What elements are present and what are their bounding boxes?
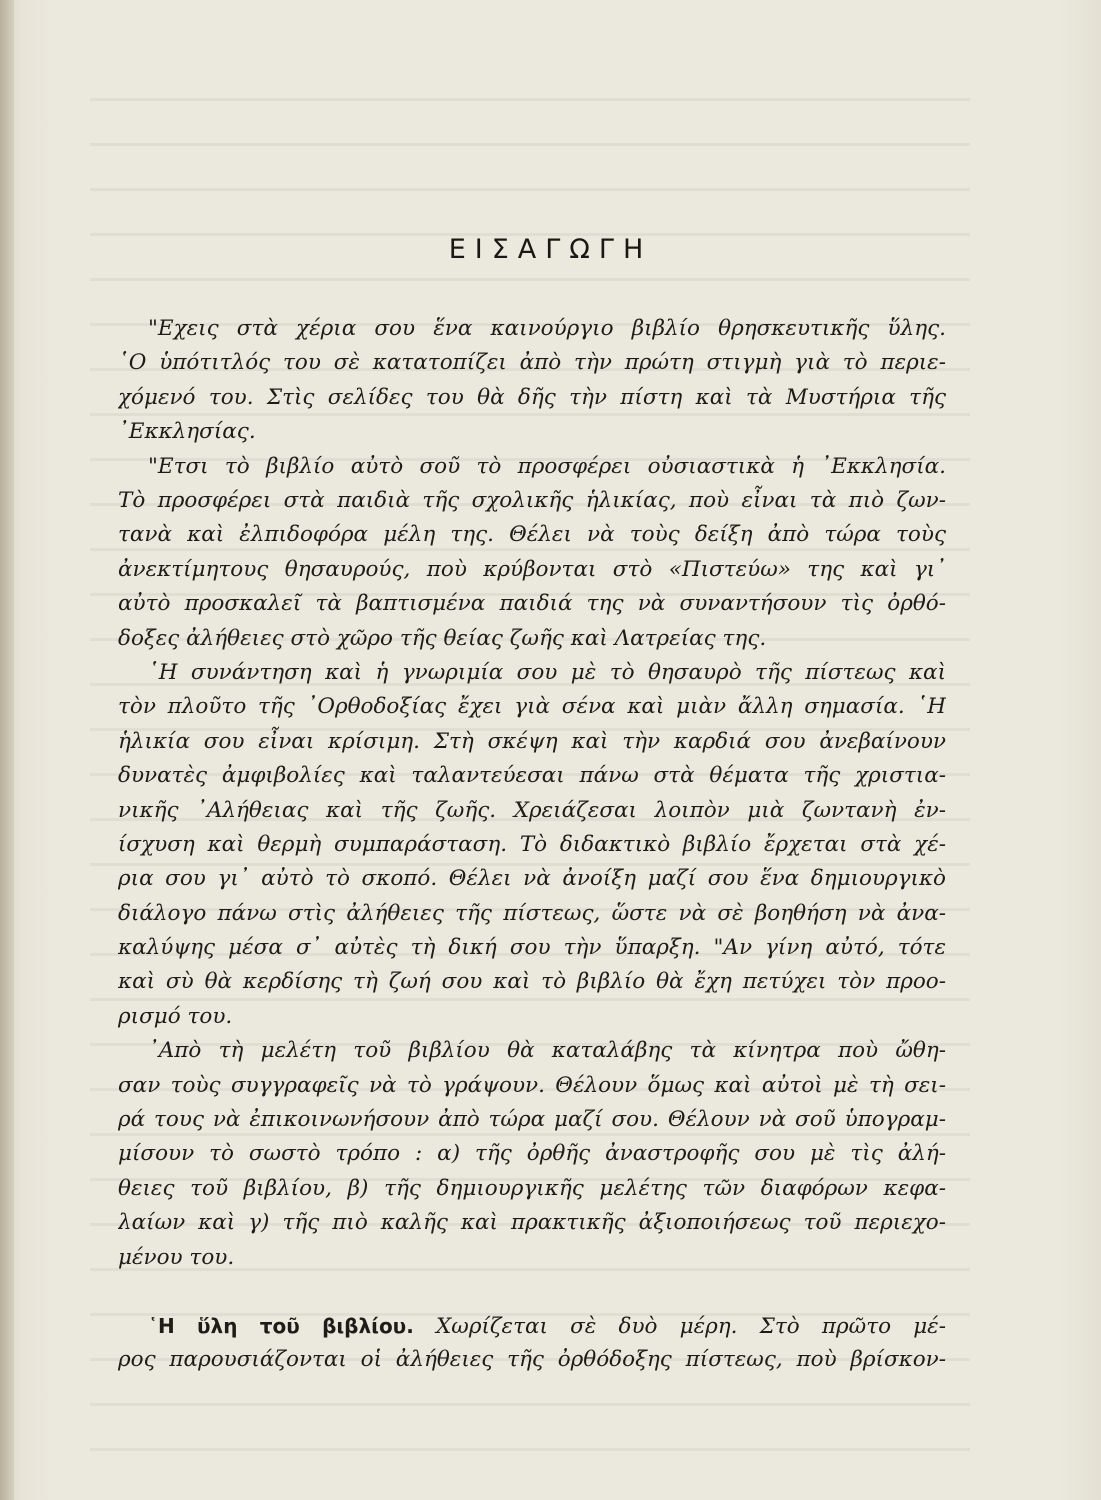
section-heading-line bbox=[118, 1309, 946, 1343]
text-line: "Ετσι τὸ βιβλίο αὐτὸ σοῦ τὸ προσφέρει οὐσιαστικὰ ἡ ᾿Εκκλησία. bbox=[148, 453, 946, 479]
text-line: θειες τοῦ βιβλίου, β) τῆς δημιουργικῆς μελέτης τῶν διαφόρων κεφα- bbox=[118, 1175, 946, 1201]
text-line: Τὸ προσφέρει στὰ παιδιὰ τῆς σχολικῆς ἡλικίας, ποὺ εἶναι τὰ πιὸ ζων- bbox=[118, 487, 946, 513]
text-line: δοξες ἀλήθειες στὸ χῶρο τῆς θείας ζωῆς καὶ Λατρείας της. bbox=[118, 625, 767, 651]
text-line: τανὰ καὶ ἐλπιδοφόρα μέλη της. Θέλει νὰ τοὺς δείξη ἀπὸ τώρα τοὺς bbox=[118, 522, 946, 548]
text-line: χόμενό του. Στὶς σελίδες του θὰ δῆς τὴν πίστη καὶ τὰ Μυστήρια τῆς bbox=[118, 384, 946, 410]
section-lead-continuation: Χωρίζεται σὲ δυὸ μέρη. Στὸ πρῶτο μέ- bbox=[435, 1314, 946, 1339]
section-lead: ῾Η ὕλη τοῦ βιβλίου. bbox=[148, 1314, 414, 1338]
text-line: ἀνεκτίμητους θησαυρούς, ποὺ κρύβονται στὸ «Πιστεύω» της καὶ γι᾿ bbox=[118, 556, 946, 582]
book-spine-shadow bbox=[0, 0, 14, 1500]
page-title: ΕΙΣΑΓΩΓΗ bbox=[448, 234, 653, 265]
text-line: ρά τους νὰ ἐπικοινωνήσουν ἀπὸ τώρα μαζί σου. Θέλουν νὰ σοῦ ὑπογραμ- bbox=[118, 1107, 946, 1133]
text-line: διάλογο πάνω στὶς ἀλήθειες τῆς πίστεως, ὥστε νὰ σὲ βοηθήση νὰ ἀνα- bbox=[118, 900, 946, 926]
text-line: ᾿Απὸ τὴ μελέτη τοῦ βιβλίου θὰ καταλάβης τὰ κίνητρα ποὺ ὤθη- bbox=[148, 1038, 946, 1064]
text-line: αὐτὸ προσκαλεῖ τὰ βαπτισμένα παιδιά της νὰ συναντήσουν τὶς ὀρθό- bbox=[118, 591, 946, 617]
text-line: καὶ σὺ θὰ κερδίσης τὴ ζωή σου καὶ τὸ βιβλίο θὰ ἔχη πετύχει τὸν προο- bbox=[118, 969, 946, 995]
text-line: τὸν πλοῦτο τῆς ᾿Ορθοδοξίας ἔχει γιὰ σένα καὶ μιὰν ἄλλη σημασία. ῾Η bbox=[118, 694, 946, 720]
text-line: ᾿Εκκλησίας. bbox=[118, 419, 256, 445]
body-text bbox=[118, 312, 946, 1378]
text-line: ρια σου γι᾿ αὐτὸ τὸ σκοπό. Θέλει νὰ ἀνοίξη μαζί σου ἕνα δημιουργικὸ bbox=[118, 866, 946, 892]
text-line: ίσχυση καὶ θερμὴ συμπαράσταση. Τὸ διδακτικὸ βιβλίο ἔρχεται στὰ χέ- bbox=[118, 831, 946, 857]
text-line: λαίων καὶ γ) τῆς πιὸ καλῆς καὶ πρακτικῆς ἀξιοποιήσεως τοῦ περιεχο- bbox=[118, 1210, 946, 1236]
text-line: ῾Ο ὑπότιτλός του σὲ κατατοπίζει ἀπὸ τὴν πρώτη στιγμὴ γιὰ τὸ περιε- bbox=[118, 350, 946, 376]
text-line: δυνατὲς ἀμφιβολίες καὶ ταλαντεύεσαι πάνω στὰ θέματα τῆς χριστια- bbox=[118, 763, 946, 789]
text-line: ρος παρουσιάζονται οἱ ἀλήθειες τῆς ὀρθόδοξης πίστεως, ποὺ βρίσκον- bbox=[118, 1347, 946, 1373]
text-line: ῾Η συνάντηση καὶ ἡ γνωριμία σου μὲ τὸ θησαυρὸ τῆς πίστεως καὶ bbox=[148, 659, 946, 685]
text-line: καλύψης μέσα σ᾿ αὐτὲς τὴ δική σου τὴν ὕπαρξη. "Αν γίνη αὐτό, τότε bbox=[118, 935, 946, 961]
section-gap bbox=[118, 1275, 946, 1309]
text-line: ρισμό του. bbox=[118, 1003, 233, 1029]
text-line: μίσουν τὸ σωστὸ τρόπο : α) τῆς ὀρθῆς ἀναστροφῆς σου μὲ τὶς ἀλή- bbox=[118, 1141, 946, 1167]
text-line: νικῆς ᾿Αλήθειας καὶ τῆς ζωῆς. Χρειάζεσαι λοιπὸν μιὰ ζωντανὴ ἐν- bbox=[118, 797, 946, 823]
text-line: μένου του. bbox=[118, 1244, 235, 1270]
text-line: σαν τοὺς συγγραφεῖς νὰ τὸ γράψουν. Θέλουν ὅμως καὶ αὐτοὶ μὲ τὴ σει- bbox=[118, 1072, 946, 1098]
text-line: "Εχεις στὰ χέρια σου ἕνα καινούργιο βιβλίο θρησκευτικῆς ὕλης. bbox=[148, 316, 946, 341]
text-line: ἡλικία σου εἶναι κρίσιμη. Στὴ σκέψη καὶ τὴν καρδιά σου ἀνεβαίνουν bbox=[118, 728, 946, 754]
